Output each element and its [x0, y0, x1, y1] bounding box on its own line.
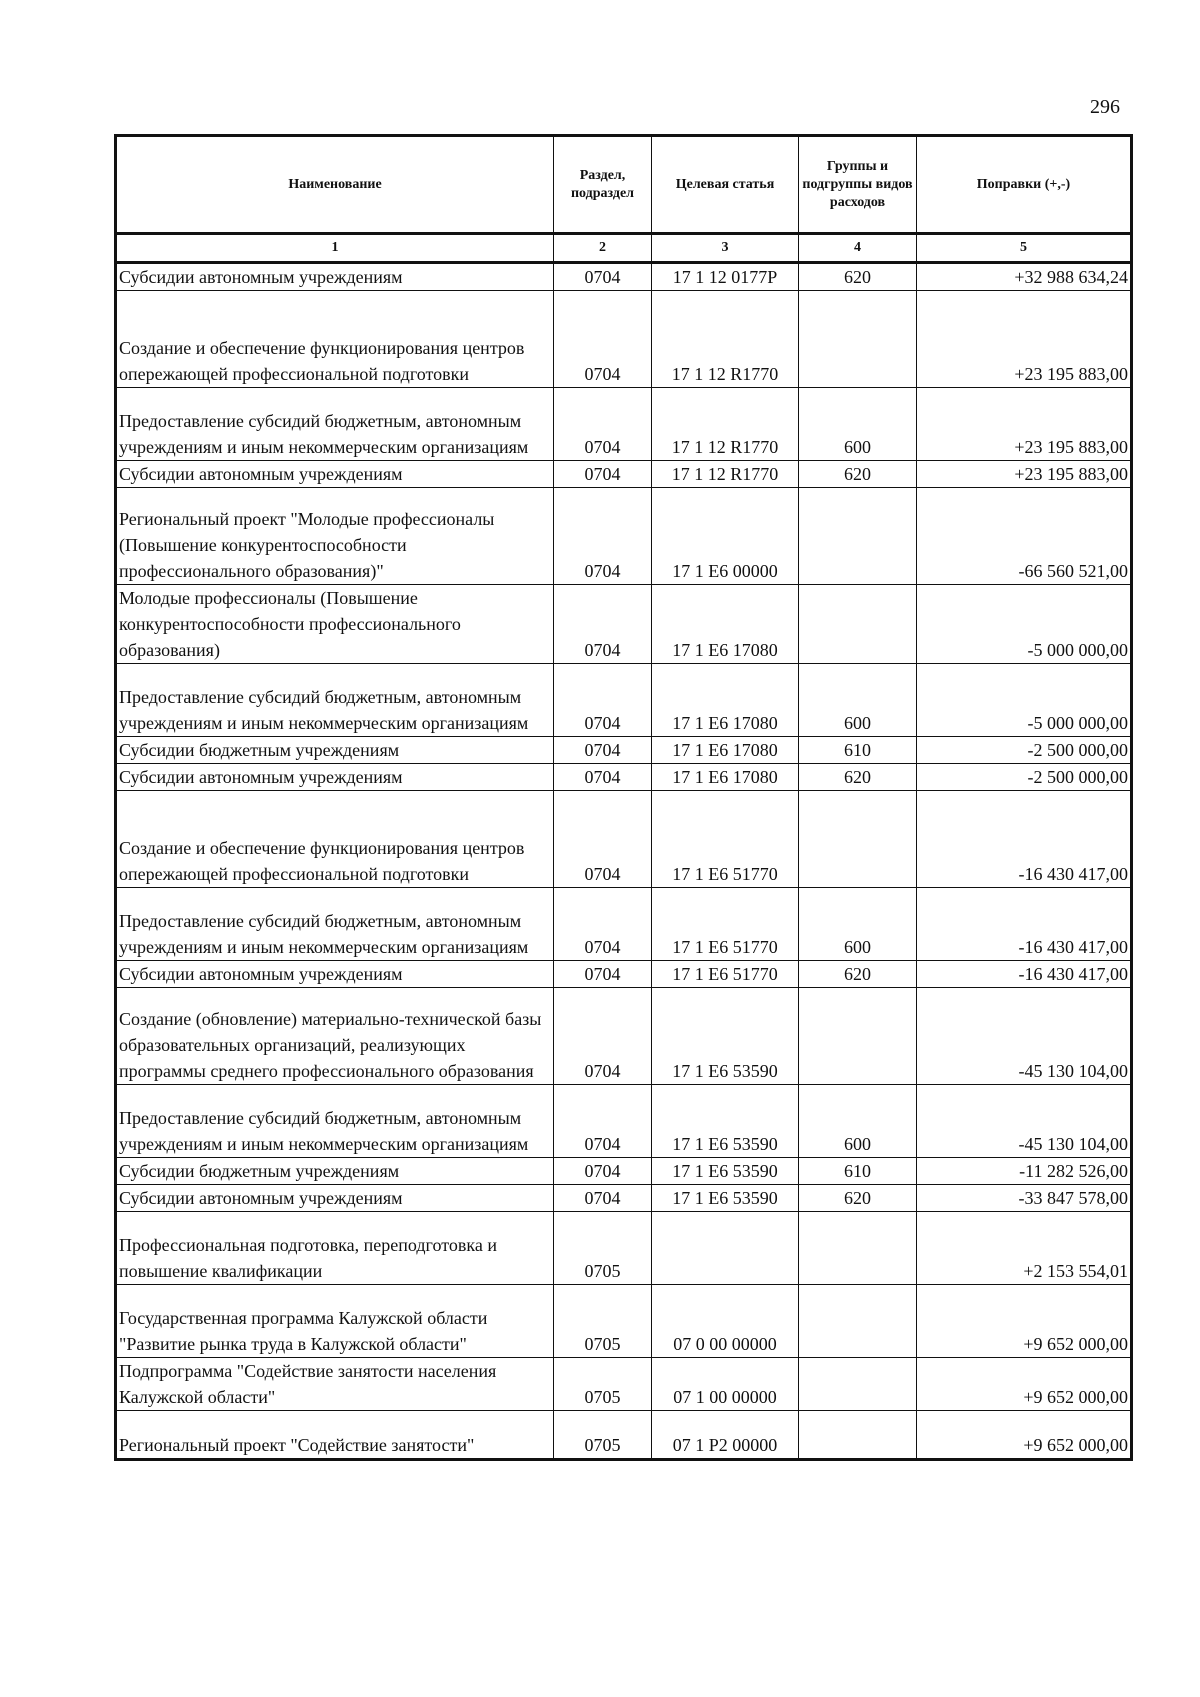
table-row: [116, 1212, 1132, 1285]
row-group: [799, 585, 917, 664]
row-amount: +9 652 000,00: [917, 1285, 1132, 1358]
header-groups: Группы и подгруппы видов расходов: [799, 136, 917, 234]
row-amount: -45 130 104,00: [917, 1085, 1132, 1158]
row-target: 17 1 E6 17080: [652, 585, 799, 664]
table-row: [116, 961, 1132, 988]
row-group: 620: [799, 764, 917, 791]
page-number: 296: [1090, 96, 1120, 118]
row-group: [799, 488, 917, 585]
row-section: 0704: [554, 461, 652, 488]
header-target: Целевая статья: [652, 136, 799, 234]
row-name: Субсидии автономным учреждениям: [116, 764, 554, 791]
row-group: 600: [799, 1085, 917, 1158]
header-section: Раздел, подраздел: [554, 136, 652, 234]
row-section: 0704: [554, 988, 652, 1085]
table-row: [116, 764, 1132, 791]
row-amount: +23 195 883,00: [917, 291, 1132, 388]
row-name: Предоставление субсидий бюджетным, автономным учреждениям и иным некоммерческим организациям: [116, 664, 554, 737]
row-amount: +32 988 634,24: [917, 263, 1132, 291]
row-group: [799, 1411, 917, 1460]
row-amount: +9 652 000,00: [917, 1358, 1132, 1411]
row-name: Подпрограмма "Содействие занятости населения Калужской области": [116, 1358, 554, 1411]
row-group: [799, 791, 917, 888]
row-section: 0705: [554, 1212, 652, 1285]
row-amount: -11 282 526,00: [917, 1158, 1132, 1185]
table-row: [116, 988, 1132, 1085]
table-row: [116, 1085, 1132, 1158]
table-row: [116, 1185, 1132, 1212]
row-group: 600: [799, 888, 917, 961]
row-section: 0704: [554, 488, 652, 585]
row-group: 620: [799, 961, 917, 988]
header-name: Наименование: [116, 136, 554, 234]
header-amendments: Поправки (+,-): [917, 136, 1132, 234]
row-target: 17 1 E6 51770: [652, 888, 799, 961]
row-section: 0704: [554, 664, 652, 737]
row-amount: -2 500 000,00: [917, 764, 1132, 791]
row-amount: +2 153 554,01: [917, 1212, 1132, 1285]
row-target: 07 0 00 00000: [652, 1285, 799, 1358]
row-name: Молодые профессионалы (Повышение конкурентоспособности профессионального образования): [116, 585, 554, 664]
row-group: 620: [799, 461, 917, 488]
row-amount: +23 195 883,00: [917, 461, 1132, 488]
row-name: Региональный проект "Молодые профессионалы (Повышение конкурентоспособности профессионального образования)": [116, 488, 554, 585]
row-target: 17 1 12 R1770: [652, 291, 799, 388]
table-header-row: [116, 136, 1132, 234]
row-amount: +23 195 883,00: [917, 388, 1132, 461]
column-number: 5: [917, 234, 1132, 263]
row-amount: -66 560 521,00: [917, 488, 1132, 585]
row-section: 0704: [554, 291, 652, 388]
column-number: 2: [554, 234, 652, 263]
row-amount: +9 652 000,00: [917, 1411, 1132, 1460]
row-section: 0704: [554, 888, 652, 961]
row-name: Субсидии бюджетным учреждениям: [116, 737, 554, 764]
column-number: 3: [652, 234, 799, 263]
row-target: 17 1 E6 53590: [652, 1085, 799, 1158]
table-row: [116, 664, 1132, 737]
row-target: 07 1 00 00000: [652, 1358, 799, 1411]
row-target: [652, 1212, 799, 1285]
row-name: Профессиональная подготовка, переподготовка и повышение квалификации: [116, 1212, 554, 1285]
table-row: [116, 737, 1132, 764]
row-section: 0704: [554, 961, 652, 988]
table-row: [116, 585, 1132, 664]
row-target: 17 1 E6 51770: [652, 961, 799, 988]
column-number: 4: [799, 234, 917, 263]
row-target: 17 1 E6 53590: [652, 988, 799, 1085]
row-group: 610: [799, 1158, 917, 1185]
row-target: 17 1 E6 17080: [652, 664, 799, 737]
row-section: 0704: [554, 388, 652, 461]
row-target: 17 1 E6 53590: [652, 1158, 799, 1185]
budget-amendments-table: [114, 134, 1133, 1461]
row-group: 610: [799, 737, 917, 764]
row-group: [799, 1285, 917, 1358]
row-target: 17 1 E6 17080: [652, 737, 799, 764]
row-section: 0705: [554, 1358, 652, 1411]
row-amount: -2 500 000,00: [917, 737, 1132, 764]
table-row: [116, 461, 1132, 488]
row-target: 17 1 12 R1770: [652, 388, 799, 461]
row-section: 0704: [554, 1085, 652, 1158]
table-row: [116, 488, 1132, 585]
row-target: 17 1 E6 17080: [652, 764, 799, 791]
row-section: 0704: [554, 1185, 652, 1212]
row-section: 0704: [554, 1158, 652, 1185]
row-amount: -33 847 578,00: [917, 1185, 1132, 1212]
row-group: 620: [799, 263, 917, 291]
table-row: [116, 388, 1132, 461]
row-section: 0705: [554, 1411, 652, 1460]
table-row: [116, 1358, 1132, 1411]
row-name: Субсидии автономным учреждениям: [116, 263, 554, 291]
row-section: 0704: [554, 791, 652, 888]
row-amount: -45 130 104,00: [917, 988, 1132, 1085]
row-amount: -5 000 000,00: [917, 664, 1132, 737]
row-section: 0704: [554, 585, 652, 664]
row-name: Предоставление субсидий бюджетным, автономным учреждениям и иным некоммерческим организациям: [116, 1085, 554, 1158]
row-section: 0704: [554, 263, 652, 291]
table-row: [116, 263, 1132, 291]
row-name: Предоставление субсидий бюджетным, автономным учреждениям и иным некоммерческим организациям: [116, 388, 554, 461]
row-group: [799, 291, 917, 388]
row-amount: -16 430 417,00: [917, 791, 1132, 888]
row-group: [799, 988, 917, 1085]
row-target: 17 1 E6 51770: [652, 791, 799, 888]
row-name: Субсидии автономным учреждениям: [116, 961, 554, 988]
row-target: 17 1 E6 00000: [652, 488, 799, 585]
row-group: [799, 1358, 917, 1411]
table-row: [116, 1411, 1132, 1460]
row-group: [799, 1212, 917, 1285]
row-group: 620: [799, 1185, 917, 1212]
row-target: 17 1 12 0177P: [652, 263, 799, 291]
row-group: 600: [799, 388, 917, 461]
row-name: Государственная программа Калужской области "Развитие рынка труда в Калужской области": [116, 1285, 554, 1358]
row-target: 17 1 E6 53590: [652, 1185, 799, 1212]
row-target: 17 1 12 R1770: [652, 461, 799, 488]
row-amount: -16 430 417,00: [917, 888, 1132, 961]
row-section: 0705: [554, 1285, 652, 1358]
row-group: 600: [799, 664, 917, 737]
table-row: [116, 791, 1132, 888]
row-name: Создание (обновление) материально-технической базы образовательных организаций, реализующих программы среднего профессионального образования: [116, 988, 554, 1085]
table-row: [116, 1285, 1132, 1358]
row-name: Субсидии бюджетным учреждениям: [116, 1158, 554, 1185]
table-row: [116, 888, 1132, 961]
row-name: Субсидии автономным учреждениям: [116, 461, 554, 488]
row-amount: -5 000 000,00: [917, 585, 1132, 664]
row-amount: -16 430 417,00: [917, 961, 1132, 988]
row-section: 0704: [554, 764, 652, 791]
row-name: Создание и обеспечение функционирования центров опережающей профессиональной подготовки: [116, 791, 554, 888]
table-row: [116, 291, 1132, 388]
column-number: 1: [116, 234, 554, 263]
row-section: 0704: [554, 737, 652, 764]
column-number-row: [116, 234, 1132, 263]
table-row: [116, 1158, 1132, 1185]
row-name: Региональный проект "Содействие занятости": [116, 1411, 554, 1460]
row-name: Создание и обеспечение функционирования центров опережающей профессиональной подготовки: [116, 291, 554, 388]
row-target: 07 1 P2 00000: [652, 1411, 799, 1460]
row-name: Субсидии автономным учреждениям: [116, 1185, 554, 1212]
row-name: Предоставление субсидий бюджетным, автономным учреждениям и иным некоммерческим организациям: [116, 888, 554, 961]
